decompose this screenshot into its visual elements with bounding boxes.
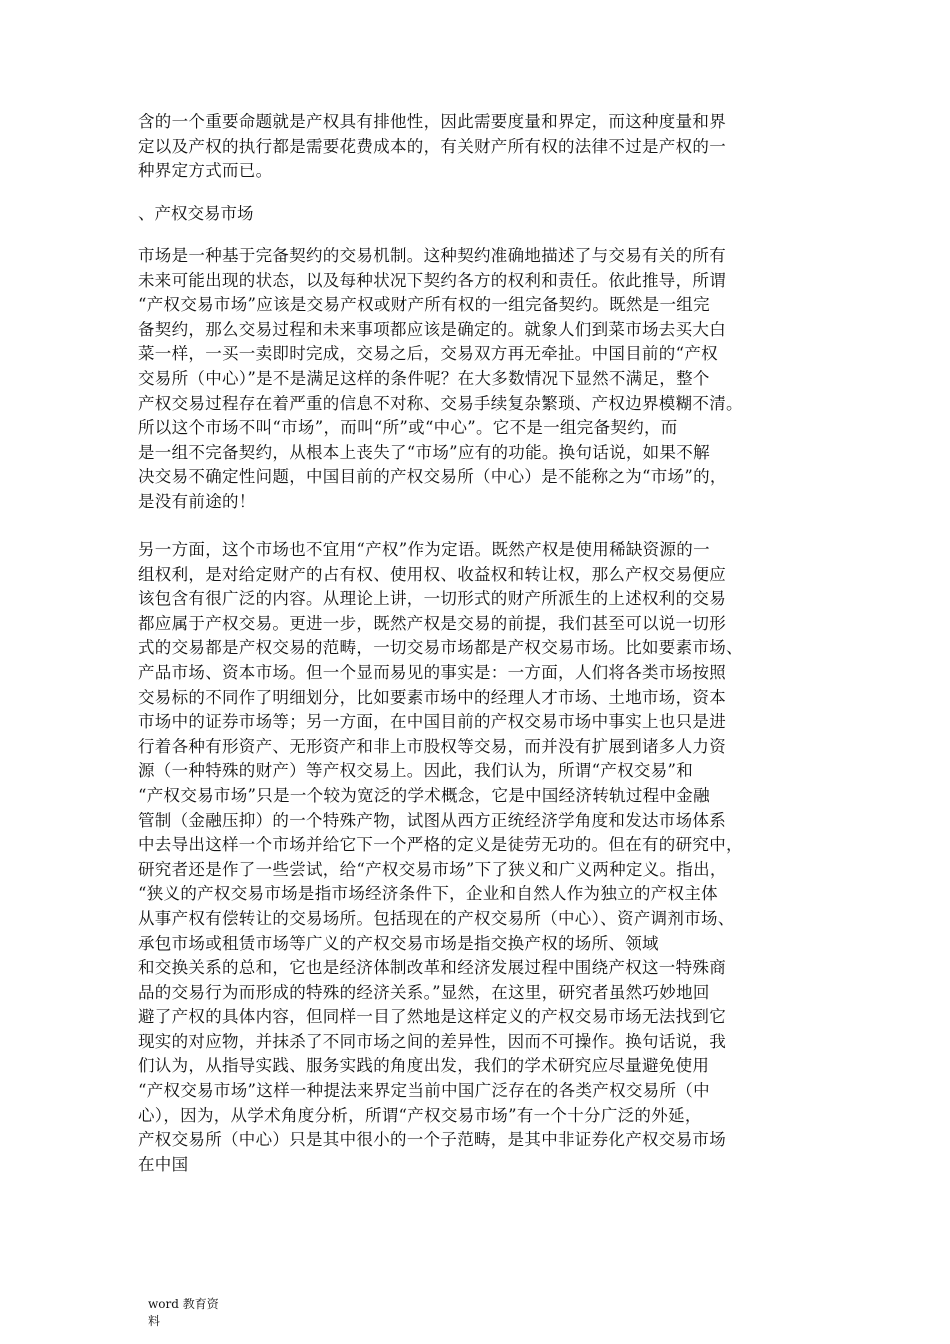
text-line: 研究者还是作了一些尝试，给“产权交易市场”下了狭义和广义两种定义。指出，: [138, 859, 727, 879]
text-line: 市场是一种基于完备契约的交易机制。这种契约准确地描述了与交易有关的所有: [138, 246, 726, 265]
text-line: 未来可能出现的状态，以及每种状况下契约各方的权利和责任。依此推导，所谓: [138, 270, 726, 290]
text-line: 从事产权有偿转让的交易场所。包括现在的产权交易所（中心）、资产调剂市场、: [138, 908, 735, 928]
text-line: 现实的对应物，并抹杀了不同市场之间的差异性，因而不可操作。换句话说，我: [138, 1031, 726, 1051]
text-line: 市场中的证券市场等；另一方面，在中国目前的产权交易市场中事实上也只是进: [138, 712, 726, 732]
text-line: 中去导出这样一个市场并给它下一个严格的定义是徒劳无功的。但在有的研究中，: [138, 835, 743, 855]
text-line: 组权利，是对给定财产的占有权、使用权、收益权和转让权，那么产权交易便应: [138, 564, 726, 584]
text-line: 行着各种有形资产、无形资产和非上市股权等交易，而并没有扩展到诸多人力资: [138, 736, 726, 756]
text-line: 和交换关系的总和，它也是经济体制改革和经济发展过程中围绕产权这一特殊商: [138, 958, 726, 978]
text-line: 交易所（中心）”是不是满足这样的条件呢？在大多数情况下显然不满足，整个: [138, 368, 710, 388]
text-line: 定以及产权的执行都是需要花费成本的，有关财产所有权的法律不过是产权的一: [138, 136, 726, 156]
text-line: 们认为，从指导实践、服务实践的角度出发，我们的学术研究应尽量避免使用: [138, 1056, 710, 1076]
text-line: “狭义的产权交易市场是指市场经济条件下，企业和自然人作为独立的产权主体: [138, 884, 718, 904]
text-line: “产权交易市场”应该是交易产权或财产所有权的一组完备契约。既然是一组完: [138, 295, 710, 315]
text-line: 菜一样，一买一卖即时完成，交易之后，交易双方再无牵扯。中国目前的“产权: [138, 344, 718, 364]
text-line: 交易标的不同作了明细划分，比如要素市场中的经理人才市场、土地市场，资本: [138, 687, 726, 707]
section-heading: 、产权交易市场: [138, 204, 254, 223]
text-line: 品的交易行为而形成的特殊的经济关系。”显然，在这里，研究者虽然巧妙地回: [138, 982, 710, 1002]
footer-line: 料: [148, 1314, 161, 1328]
text-line: 该包含有很广泛的内容。从理论上讲，一切形式的财产所派生的上述权利的交易: [138, 589, 726, 609]
text-line: 是一组不完备契约，从根本上丧失了“市场”应有的功能。换句话说，如果不解: [138, 442, 710, 462]
text-line: 心），因为，从学术角度分析，所谓“产权交易市场”有一个十分广泛的外延，: [138, 1105, 702, 1125]
text-line: 式的交易都是产权交易的范畴，一切交易市场都是产权交易市场。比如要素市场、: [138, 638, 743, 658]
text-line: 都应属于产权交易。更进一步，既然产权是交易的前提，我们甚至可以说一切形: [138, 613, 726, 633]
text-line: 备契约，那么交易过程和未来事项都应该是确定的。就象人们到菜市场去买大白: [138, 319, 726, 339]
text-line: 承包市场或租赁市场等广义的产权交易市场是指交换产权的场所、领域: [138, 933, 659, 953]
paragraph-other-side: [138, 538, 828, 1177]
text-line: 产权交易过程存在着严重的信息不对称、交易手续复杂繁琐、产权边界模糊不清。: [138, 393, 743, 413]
text-line: 产权交易所（中心）只是其中很小的一个子范畴，是其中非证券化产权交易市场: [138, 1130, 726, 1150]
text-line: 管制（金融压抑）的一个特殊产物，试图从西方正统经济学角度和发达市场体系: [138, 810, 726, 830]
text-line: 种界定方式而已。: [138, 161, 273, 181]
paragraph-market: [138, 244, 828, 515]
text-line: “产权交易市场”只是一个较为宽泛的学术概念，它是中国经济转轨过程中金融: [138, 785, 710, 805]
text-line: 产品市场、资本市场。但一个显而易见的事实是：一方面，人们将各类市场按照: [138, 662, 726, 682]
footer-line: word 教育资: [148, 1297, 219, 1311]
text-line: 含的一个重要命题就是产权具有排他性，因此需要度量和界定，而这种度量和界: [138, 112, 726, 131]
text-line: “产权交易市场”这样一种提法来界定当前中国广泛存在的各类产权交易所（中: [138, 1081, 710, 1101]
text-line: 是没有前途的！: [138, 491, 256, 511]
text-line: 在中国: [138, 1154, 189, 1174]
text-line: 避了产权的具体内容，但同样一目了然地是这样定义的产权交易市场无法找到它: [138, 1007, 726, 1027]
paragraph-intro: [138, 110, 828, 184]
text-line: 另一方面，这个市场也不宜用“产权”作为定语。既然产权是使用稀缺资源的一: [138, 540, 710, 559]
text-line: 源（一种特殊的财产）等产权交易上。因此，我们认为，所谓“产权交易”和: [138, 761, 694, 781]
page-footer: [148, 1296, 258, 1330]
text-line: 所以这个市场不叫“市场”，而叫“所”或“中心”。它不是一组完备契约，而: [138, 418, 678, 438]
text-line: 决交易不确定性问题，中国目前的产权交易所（中心）是不能称之为“市场”的，: [138, 467, 727, 487]
